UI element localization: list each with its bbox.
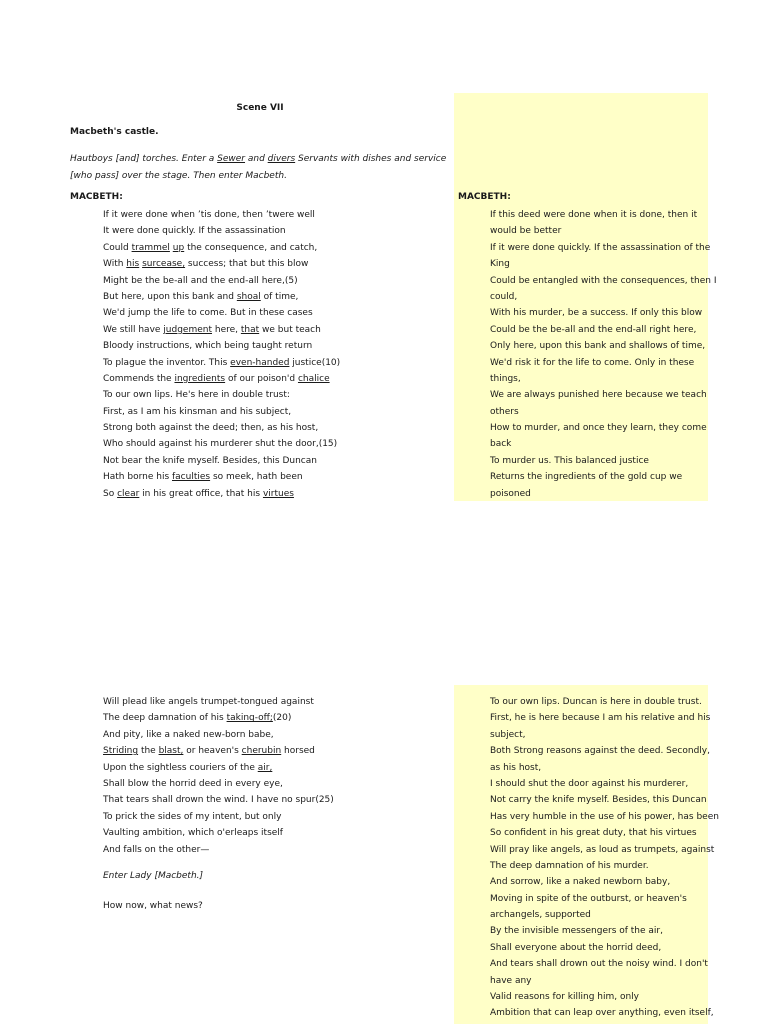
text-segment: To our own lips. He's here in double trust:: [103, 390, 290, 401]
glossed-word[interactable]: Striding: [103, 746, 139, 757]
speaker-label-original: MACBETH:: [70, 192, 123, 202]
text-segment: To prick the sides of my intent, but only: [103, 811, 282, 822]
text-segment: If it were done when ’tis done, then ’twere well: [103, 210, 315, 220]
verse-line: [103, 338, 340, 354]
translation-line: things,: [490, 373, 521, 384]
text-segment: success; that but this blow: [185, 259, 309, 270]
text-segment: (20): [272, 713, 292, 724]
text-segment: But here, upon this bank and: [103, 291, 237, 302]
stage-direction: [70, 151, 450, 184]
verse-line: [103, 809, 334, 825]
translation-line: subject,: [490, 729, 526, 740]
glossed-word[interactable]: cherubin: [241, 746, 282, 757]
text-segment: Bloody instructions, which being taught return: [103, 341, 313, 352]
text-segment: That tears shall drown the wind. I have no spur(25): [103, 795, 334, 806]
glossed-word[interactable]: clear: [117, 488, 140, 499]
verse-line: [103, 842, 334, 858]
translation-line: We'd risk it for the life to come. Only in these: [490, 357, 695, 368]
text-segment: Vaulting ambition, which o'erleaps itself: [103, 828, 283, 839]
text-segment: So: [103, 488, 118, 499]
translation-line: And tears shall drown out the noisy wind. I don't: [490, 959, 708, 970]
text-segment: Servants with dishes and service [who pass] over the stage. Then enter Macbeth.: [70, 154, 447, 181]
verse-line: [103, 387, 340, 403]
verse-line: [103, 207, 340, 223]
verse-line: [103, 436, 340, 452]
verse-line: [103, 694, 334, 710]
translation-line: others: [490, 406, 519, 417]
text-segment: The deep damnation of his: [103, 713, 227, 724]
text-segment: the consequence, and catch,: [184, 242, 318, 253]
verse-line: [103, 743, 334, 759]
glossed-word[interactable]: chalice: [297, 373, 330, 384]
text-segment: Could: [103, 242, 132, 253]
scene-title: Scene VII: [236, 103, 284, 113]
modern-translation-block-2: [490, 694, 719, 1022]
translation-line: would be better: [490, 226, 562, 237]
translation-line: Ambition that can leap over anything, even itself,: [490, 1008, 714, 1019]
text-segment: Will plead like angels trumpet-tongued against: [103, 697, 314, 707]
translation-line: If this deed were done when it is done, then it: [490, 210, 698, 220]
text-segment: Hath borne his: [103, 472, 172, 483]
glossed-word[interactable]: divers: [267, 154, 296, 164]
text-segment: horsed: [281, 746, 315, 757]
translation-line: How to murder, and once they learn, they come: [490, 423, 707, 434]
translation-line: If it were done quickly. If the assassination of the: [490, 242, 711, 253]
original-text-block-1: [103, 207, 340, 502]
text-segment: justice(10): [289, 357, 341, 368]
translation-line: To our own lips. Duncan is here in double trust.: [490, 697, 702, 707]
translation-line: We are always punished here because we teach: [490, 390, 707, 401]
translation-line: Both Strong reasons against the deed. Secondly,: [490, 746, 710, 757]
text-segment: of our poison'd: [225, 373, 298, 384]
translation-line: back: [490, 439, 512, 450]
translation-line: And sorrow, like a naked newborn baby,: [490, 877, 671, 888]
verse-line: [103, 453, 340, 469]
text-segment: To plague the inventor. This: [103, 357, 231, 368]
verse-line: [103, 420, 340, 436]
glossed-word[interactable]: shoal: [236, 291, 261, 302]
translation-line: Valid reasons for killing him, only: [490, 992, 640, 1003]
text-segment: so meek, hath been: [210, 472, 303, 483]
speaker-label-modern: MACBETH:: [458, 192, 511, 202]
verse-line: [103, 760, 334, 776]
glossed-word[interactable]: faculties: [172, 472, 211, 483]
translation-line: The deep damnation of his murder.: [490, 860, 649, 871]
text-segment: And pity, like a naked new-born babe,: [103, 729, 274, 740]
text-segment: Not bear the knife myself. Besides, this Duncan: [103, 455, 317, 466]
verse-line: [103, 727, 334, 743]
text-segment: here,: [212, 324, 241, 335]
verse-line: [103, 486, 340, 502]
verse-line: [103, 776, 334, 792]
translation-line: Could be the be-all and the end-all right here,: [490, 324, 697, 335]
translation-line: First, he is here because I am his relative and his: [490, 713, 711, 724]
text-segment: Hautboys [and] torches. Enter a: [70, 154, 218, 164]
translation-line: poisoned: [490, 488, 531, 499]
text-segment: We'd jump the life to come. But in these cases: [103, 308, 313, 319]
translation-line: Returns the ingredients of the gold cup we: [490, 472, 683, 483]
glossed-word[interactable]: virtues: [262, 488, 294, 499]
translation-line: So confident in his great duty, that his virtues: [490, 828, 697, 839]
text-segment: the: [138, 746, 159, 757]
translation-line: To murder us. This balanced justice: [490, 455, 649, 466]
glossed-word[interactable]: trammel: [131, 242, 170, 253]
scene-setting: Macbeth's castle.: [70, 127, 159, 137]
glossed-word[interactable]: taking-off;: [226, 713, 273, 724]
text-segment: Upon the sightless couriers of the: [103, 762, 258, 773]
translation-line: Only here, upon this bank and shallows of time,: [490, 341, 706, 352]
glossed-word[interactable]: that: [240, 324, 260, 335]
text-segment: Commends the: [103, 373, 175, 384]
verse-line: [103, 240, 340, 256]
stage-direction-enter-lady: Enter Lady [Macbeth.]: [103, 871, 204, 881]
glossed-word[interactable]: Sewer: [217, 154, 246, 164]
translation-line: have any: [490, 975, 532, 986]
translation-line: archangels, supported: [490, 910, 591, 921]
translation-line: Shall everyone about the horrid deed,: [490, 942, 662, 953]
text-segment: And falls on the other—: [103, 844, 210, 855]
translation-line: Will pray like angels, as loud as trumpets, against: [490, 844, 715, 855]
text-segment: Shall blow the horrid deed in every eye,: [103, 778, 283, 789]
original-text-block-2: [103, 694, 334, 858]
glossed-word[interactable]: judgement: [163, 324, 213, 335]
verse-line: [103, 322, 340, 338]
verse-line: [103, 305, 340, 321]
verse-line: [103, 223, 340, 239]
verse-line: [103, 256, 340, 272]
verse-line: [103, 273, 340, 289]
text-segment: It were done quickly. If the assassination: [103, 226, 286, 237]
text-segment: With: [103, 259, 127, 270]
verse-line: [103, 289, 340, 305]
verse-line: [103, 792, 334, 808]
verse-line: [103, 355, 340, 371]
glossed-word[interactable]: blast,: [158, 746, 184, 757]
translation-line: I should shut the door against his murderer,: [490, 778, 689, 789]
text-segment: and: [245, 154, 268, 164]
text-segment: We still have: [103, 324, 164, 335]
text-segment: or heaven's: [183, 746, 242, 757]
translation-line: With his murder, be a success. If only this blow: [490, 308, 703, 319]
text-segment: of time,: [260, 291, 299, 302]
modern-translation-block-1: [490, 207, 717, 502]
translation-line: Moving in spite of the outburst, or heaven's: [490, 893, 687, 904]
translation-line: By the invisible messengers of the air,: [490, 926, 663, 937]
text-segment: First, as I am his kinsman and his subject,: [103, 406, 292, 417]
verse-line: [103, 404, 340, 420]
glossed-word[interactable]: air,: [257, 762, 273, 773]
verse-line: [103, 371, 340, 387]
text-segment: in his great office, that his: [139, 488, 263, 499]
verse-line: [103, 710, 334, 726]
verse-line: [103, 469, 340, 485]
glossed-word[interactable]: his: [126, 259, 140, 270]
glossed-word[interactable]: surcease,: [142, 259, 186, 270]
verse-line: [103, 825, 334, 841]
text-segment: Strong both against the deed; then, as his host,: [103, 423, 319, 434]
translation-line: Not carry the knife myself. Besides, this Duncan: [490, 795, 707, 806]
translation-line: Has very humble in the use of his power, has been: [490, 811, 719, 822]
glossed-word[interactable]: even-handed: [230, 357, 290, 368]
translation-line: King: [490, 259, 510, 270]
translation-line: could,: [490, 291, 518, 302]
text-segment: we but teach: [259, 324, 321, 335]
glossed-word[interactable]: up: [172, 242, 185, 253]
translation-line: Could be entangled with the consequences, then I: [490, 275, 717, 286]
text-segment: Who should against his murderer shut the door,(15): [103, 439, 338, 450]
text-segment: Might be the be-all and the end-all here,(5): [103, 275, 298, 286]
translation-line: as his host,: [490, 762, 542, 773]
glossed-word[interactable]: ingredients: [174, 373, 226, 384]
speech-line-how-now: How now, what news?: [103, 901, 203, 911]
